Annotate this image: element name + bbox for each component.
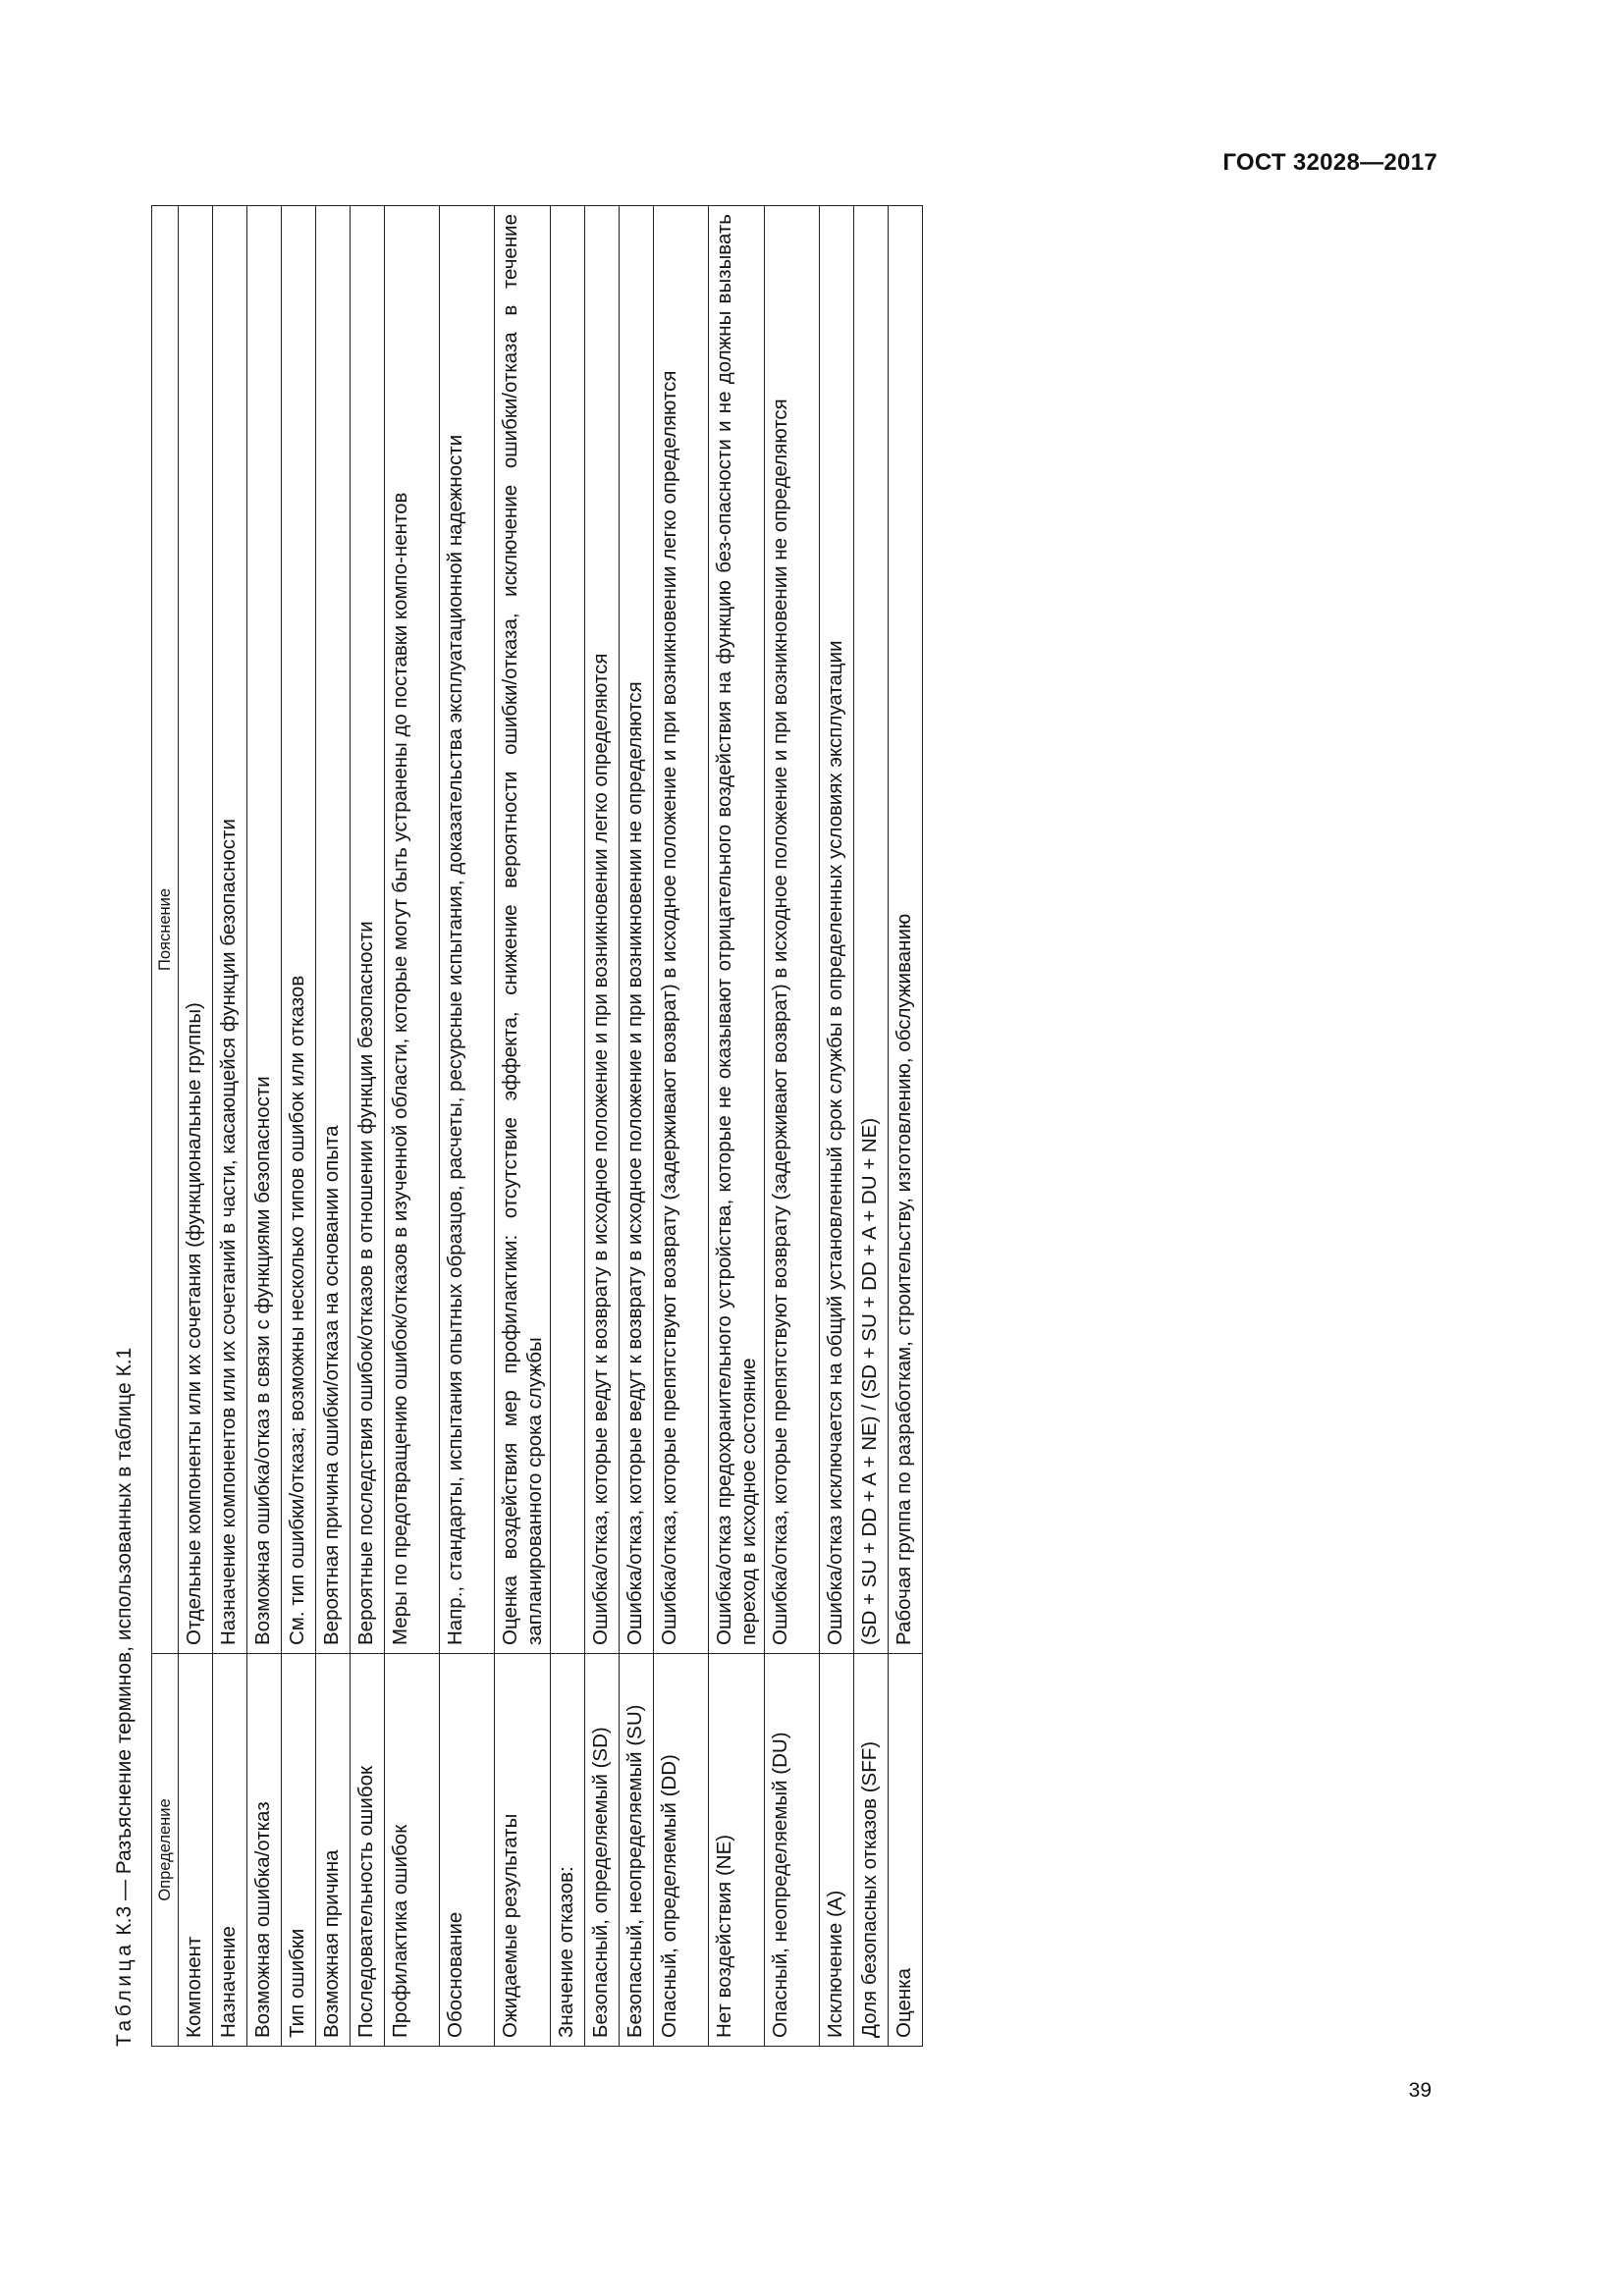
table-row bbox=[440, 206, 495, 2047]
table-row bbox=[709, 206, 765, 2047]
table-row bbox=[820, 206, 854, 2047]
explanation-cell: См. тип ошибки/отказа; возможны несколько типов ошибок или отказов bbox=[282, 206, 316, 1654]
explanation-cell: Оценка воздействия мер профилактики: отсутствие эффекта, снижение вероятности ошибки/отказа, исключение ошибки/отказа в течение запланированного срока службы bbox=[495, 206, 551, 1654]
table-row bbox=[351, 206, 385, 2047]
table-row bbox=[282, 206, 316, 2047]
table-row bbox=[765, 206, 820, 2047]
table-row bbox=[551, 206, 585, 2047]
term-cell: Опасный, определяемый (DD) bbox=[654, 1654, 709, 2047]
term-cell: Оценка bbox=[889, 1654, 923, 2047]
page-number: 39 bbox=[1408, 2079, 1432, 2102]
explanation-cell: Рабочая группа по разработкам, строительству, изготовлению, обслуживанию bbox=[889, 206, 923, 1654]
explanation-cell: Ошибка/отказ предохранительного устройства, которые не оказывают отрицательного воздействия на функцию без-опасности и не должны вызывать переход в исходное состояние bbox=[709, 206, 765, 1654]
table-caption bbox=[108, 206, 151, 2047]
explanation-cell: Напр., стандарты, испытания опытных образцов, расчеты, ресурсные испытания, доказательства эксплуатационной надежности bbox=[440, 206, 495, 1654]
explanation-cell: Ошибка/отказ, которые препятствуют возврату (задерживают возврат) в исходное положение и при возникновении не определяются bbox=[765, 206, 820, 1654]
term-cell: Ожидаемые результаты bbox=[495, 1654, 551, 2047]
term-cell: Тип ошибки bbox=[282, 1654, 316, 2047]
terms-table bbox=[151, 205, 923, 2047]
term-cell: Возможная ошибка/отказ bbox=[247, 1654, 282, 2047]
term-cell: Доля безопасных отказов (SFF) bbox=[854, 1654, 889, 2047]
explanation-cell: Возможная ошибка/отказ в связи с функциями безопасности bbox=[247, 206, 282, 1654]
explanation-cell: Ошибка/отказ исключается на общий установленный срок службы в определенных условиях эксплуатации bbox=[820, 206, 854, 1654]
explanation-cell: Отдельные компоненты или их сочетания (функциональные группы) bbox=[179, 206, 213, 1654]
explanation-cell bbox=[551, 206, 585, 1654]
table-caption-label: Таблица bbox=[113, 1941, 135, 2047]
column-header-explanation: Пояснение bbox=[152, 206, 179, 1654]
term-cell: Опасный, неопределяемый (DU) bbox=[765, 1654, 820, 2047]
table-row bbox=[179, 206, 213, 2047]
explanation-cell: Меры по предотвращению ошибок/отказов в изученной области, которые могут быть устранены до поставки компо-нентов bbox=[385, 206, 440, 1654]
term-cell: Нет воздействия (NE) bbox=[709, 1654, 765, 2047]
document-code: ГОСТ 32028—2017 bbox=[1222, 149, 1437, 176]
explanation-cell: Вероятные последствия ошибок/отказов в отношении функции безопасности bbox=[351, 206, 385, 1654]
table-row bbox=[889, 206, 923, 2047]
term-cell: Возможная причина bbox=[316, 1654, 351, 2047]
explanation-cell: Назначение компонентов или их сочетаний в части, касающейся функции безопасности bbox=[213, 206, 247, 1654]
term-cell: Значение отказов: bbox=[551, 1654, 585, 2047]
term-cell: Последовательность ошибок bbox=[351, 1654, 385, 2047]
term-cell: Профилактика ошибок bbox=[385, 1654, 440, 2047]
table-header-row bbox=[152, 206, 179, 2047]
term-cell: Компонент bbox=[179, 1654, 213, 2047]
table-row bbox=[247, 206, 282, 2047]
table-row bbox=[316, 206, 351, 2047]
term-cell: Безопасный, определяемый (SD) bbox=[585, 1654, 620, 2047]
table-row bbox=[654, 206, 709, 2047]
explanation-cell: Ошибка/отказ, которые препятствуют возврату (задерживают возврат) в исходное положение и при возникновении легко определяются bbox=[654, 206, 709, 1654]
explanation-cell: (SD + SU + DD + A + NE) / (SD + SU + DD + A + DU + NE) bbox=[854, 206, 889, 1654]
explanation-cell: Вероятная причина ошибки/отказа на основании опыта bbox=[316, 206, 351, 1654]
table-row bbox=[620, 206, 654, 2047]
table-row bbox=[585, 206, 620, 2047]
table-caption-text: К.3 — Разъяснение терминов, использованных в таблице К.1 bbox=[113, 1347, 135, 1942]
term-cell: Безопасный, неопределяемый (SU) bbox=[620, 1654, 654, 2047]
explanation-cell: Ошибка/отказ, которые ведут к возврату в исходное положение и при возникновении не определяются bbox=[620, 206, 654, 1654]
table-row bbox=[213, 206, 247, 2047]
table-row bbox=[854, 206, 889, 2047]
explanation-cell: Ошибка/отказ, которые ведут к возврату в исходное положение и при возникновении легко определяются bbox=[585, 206, 620, 1654]
term-cell: Обоснование bbox=[440, 1654, 495, 2047]
term-cell: Исключение (A) bbox=[820, 1654, 854, 2047]
column-header-definition: Определение bbox=[152, 1654, 179, 2047]
rotated-table-block bbox=[108, 206, 1276, 2047]
table-row bbox=[495, 206, 551, 2047]
table-row bbox=[385, 206, 440, 2047]
term-cell: Назначение bbox=[213, 1654, 247, 2047]
